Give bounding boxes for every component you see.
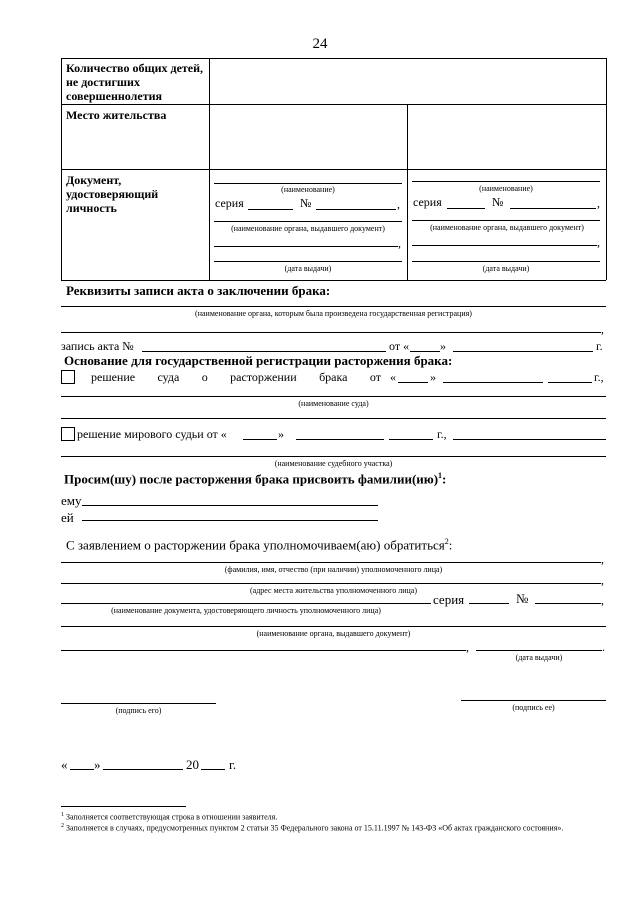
surname-her-label: ей xyxy=(61,510,74,525)
footnote-separator xyxy=(61,806,186,807)
issuer-caption: (наименование органа, выдавшего документ) xyxy=(430,223,584,232)
proxy-id-doc-caption: (наименование документа, удостоверяющего личность уполномоченного лица) xyxy=(111,606,381,615)
magistrate-extra-field[interactable] xyxy=(453,439,606,440)
issue-date-field[interactable] xyxy=(412,261,600,262)
signature-her-field[interactable] xyxy=(461,700,606,701)
number-field[interactable] xyxy=(510,208,596,209)
date-year-field[interactable] xyxy=(201,769,225,770)
number-label: № xyxy=(492,195,504,209)
court-name-caption: (наименование суда) xyxy=(298,399,369,408)
magistrate-decision-text: решение мирового судьи от « xyxy=(77,427,227,441)
row-children-label: Количество общих детей, не достигших совершеннолетия xyxy=(66,61,204,103)
issuer-caption: (наименование органа, выдавшего документ) xyxy=(231,224,385,233)
row-residence-label: Место жительства xyxy=(66,108,167,122)
footnote-1: $^1$ Заполняется соответствующая строка в отношении заявителя. xyxy=(61,812,278,822)
proxy-issue-date-caption: (дата выдачи) xyxy=(515,653,563,662)
court-decision-year-field[interactable] xyxy=(548,382,592,383)
magistrate-month-field[interactable] xyxy=(296,439,384,440)
court-name-field[interactable] xyxy=(61,396,606,397)
proxy-id-doc-field[interactable] xyxy=(61,603,431,604)
signature-his-caption: (подпись его) xyxy=(115,706,162,715)
series-label: серия xyxy=(413,195,442,209)
footnote-2: $^2$ Заполняется в случаях, предусмотренных пунктом 2 статьи 35 Федерального закона от 15.11.1997 № 143-ФЗ «Об актах гражданского состояния». xyxy=(61,823,564,833)
surname-him-label: ему xyxy=(61,493,82,508)
proxy-issuer-caption: (наименование органа, выдавшего документ) xyxy=(256,629,411,638)
proxy-number-field[interactable] xyxy=(535,603,601,604)
court-decision-checkbox[interactable] xyxy=(61,370,75,384)
magistrate-decision-checkbox[interactable] xyxy=(61,427,75,441)
judicial-district-caption: (наименование судебного участка) xyxy=(274,459,393,468)
magistrate-day-field[interactable] xyxy=(243,439,277,440)
record-year-suffix: г. xyxy=(596,339,603,353)
doc-name-field[interactable] xyxy=(214,183,402,184)
series-field[interactable] xyxy=(248,209,293,210)
record-number-field[interactable] xyxy=(142,351,386,352)
magistrate-year-field[interactable] xyxy=(389,439,433,440)
number-field[interactable] xyxy=(316,209,396,210)
date-open-quote: « xyxy=(61,757,68,772)
date-year-suffix: г. xyxy=(229,757,237,772)
registrar-field[interactable] xyxy=(61,306,606,307)
proxy-address-field[interactable] xyxy=(61,583,601,584)
record-number-label: запись акта № xyxy=(61,339,134,353)
proxy-number-label: № xyxy=(516,591,529,606)
proxy-heading: С заявлением о расторжении брака уполномочиваем(аю) обратиться$^2$: xyxy=(66,537,453,553)
proxy-series-label: серия xyxy=(433,592,465,607)
issue-date-field[interactable] xyxy=(214,261,402,262)
doc-name-caption: (наименование) xyxy=(281,185,335,194)
date-century: 20 xyxy=(186,757,199,772)
record-month-year-field[interactable] xyxy=(453,351,593,352)
issue-date-caption: (дата выдачи) xyxy=(284,264,332,273)
proxy-issuer-field[interactable] xyxy=(61,626,606,627)
date-month-field[interactable] xyxy=(103,769,183,770)
page-number: 24 xyxy=(312,36,328,52)
judicial-district-field[interactable] xyxy=(61,456,606,457)
doc-name-field[interactable] xyxy=(412,181,600,182)
issue-date-caption: (дата выдачи) xyxy=(482,264,530,273)
number-label: № xyxy=(300,196,312,210)
record-date-open: от « xyxy=(389,339,410,353)
grounds-heading: Основание для государственной регистрации расторжения брака: xyxy=(64,353,453,368)
issuer-field[interactable] xyxy=(412,245,597,246)
signature-her-caption: (подпись ее) xyxy=(512,703,555,712)
court-decision-text: решение суда о расторжении брака от xyxy=(91,370,381,384)
court-decision-day-field[interactable] xyxy=(398,382,428,383)
proxy-name-field[interactable] xyxy=(61,562,601,563)
row-document-label: Документ, удостоверяющий личность xyxy=(66,173,159,215)
marriage-record-heading: Реквизиты записи акта о заключении брака: xyxy=(66,283,331,298)
surname-him-field[interactable] xyxy=(82,505,378,506)
issuer-field[interactable] xyxy=(214,246,398,247)
doc-name-caption: (наименование) xyxy=(479,184,533,193)
surname-her-field[interactable] xyxy=(82,520,378,521)
proxy-name-caption: (фамилия, имя, отчество (при наличии) уполномоченного лица) xyxy=(224,565,443,574)
registrar-caption: (наименование органа, которым была произведена государственная регистрация) xyxy=(195,309,472,318)
signature-his-field[interactable] xyxy=(61,703,216,704)
proxy-address-caption: (адрес места жительства уполномоченного лица) xyxy=(250,586,417,595)
series-label: серия xyxy=(215,196,244,210)
surnames-heading: Просим(шу) после расторжения брака присвоить фамилии(ию)$^1$: xyxy=(64,471,447,487)
date-day-field[interactable] xyxy=(70,769,94,770)
series-field[interactable] xyxy=(447,208,485,209)
record-day-field[interactable] xyxy=(410,351,440,352)
proxy-series-field[interactable] xyxy=(469,603,509,604)
court-decision-month-field[interactable] xyxy=(443,382,543,383)
proxy-issue-date-field[interactable] xyxy=(476,650,602,651)
